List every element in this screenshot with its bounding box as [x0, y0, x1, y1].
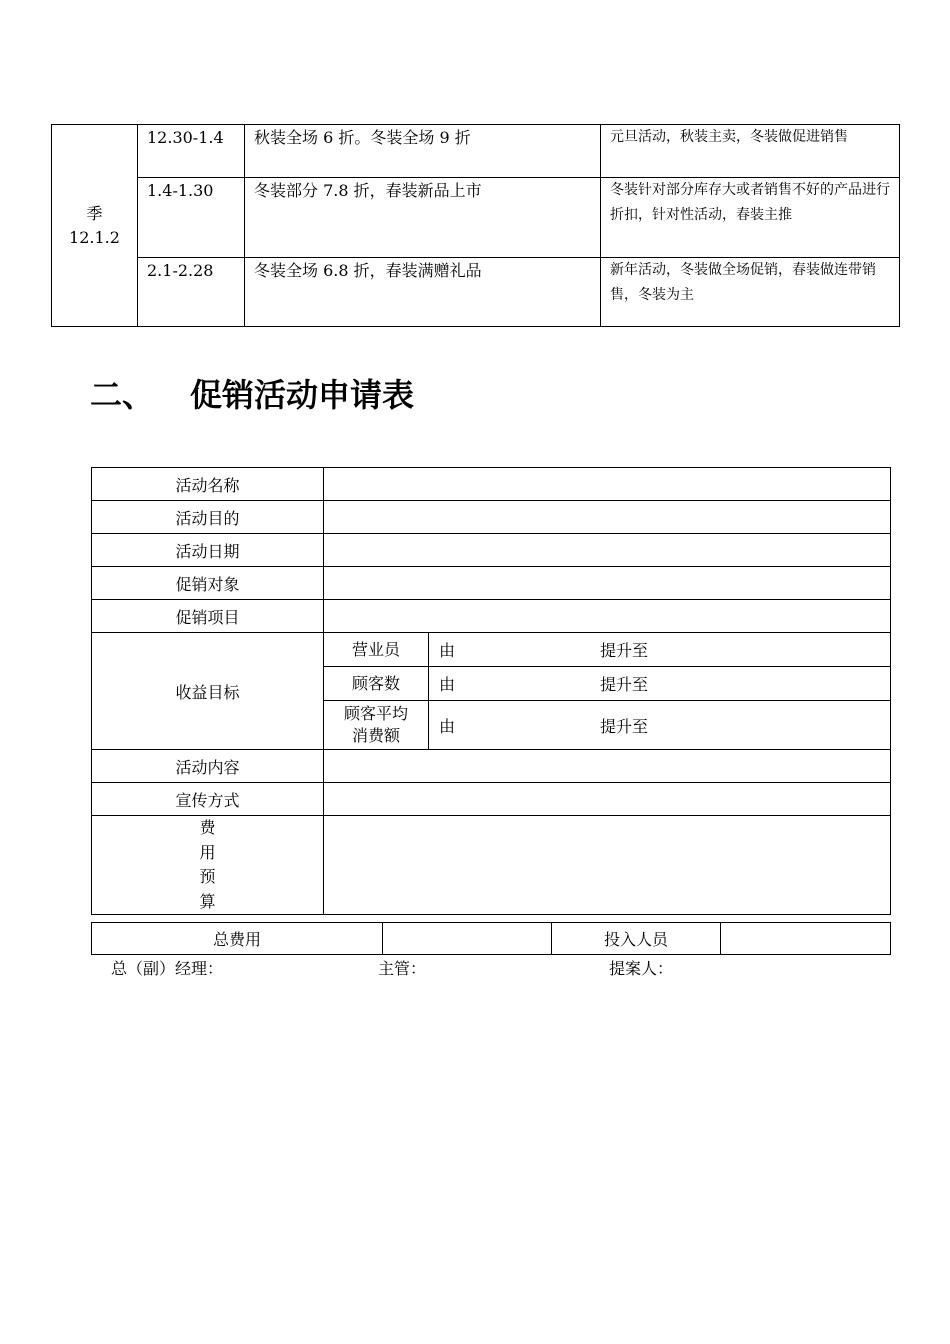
upto-label: 提升至	[600, 641, 649, 660]
revenue-customers-field[interactable]	[429, 667, 891, 701]
proposer-signature-label: 提案人：	[609, 959, 674, 978]
totals-table	[91, 922, 891, 955]
budget-label	[92, 816, 324, 915]
table-row	[52, 258, 900, 327]
form-row-activity-purpose	[92, 501, 891, 534]
budget-char: 费	[199, 818, 216, 837]
from-label: 由	[439, 716, 456, 736]
revenue-customers-label: 顾客数	[324, 667, 429, 701]
note-cell: 元旦活动，秋装主卖，冬装做促进销售	[601, 125, 900, 178]
activity-date-field[interactable]	[324, 534, 891, 567]
form-row-budget	[92, 816, 891, 915]
section-title: 促销活动申请表	[190, 376, 415, 414]
form-row-promotion-target	[92, 567, 891, 600]
promotion-item-field[interactable]	[324, 600, 891, 633]
table-row	[92, 923, 891, 955]
plan-cell: 秋装全场 6 折。冬装全场 9 折	[245, 125, 601, 178]
activity-purpose-label: 活动目的	[92, 501, 324, 534]
promotion-target-label: 促销对象	[92, 567, 324, 600]
period-cell: 2.1-2.28	[138, 258, 245, 327]
section-number: 二、	[90, 376, 155, 414]
upto-label: 提升至	[600, 716, 649, 736]
form-row-publicity	[92, 783, 891, 816]
staff-label: 投入人员	[552, 923, 721, 955]
activity-name-label: 活动名称	[92, 468, 324, 501]
promotion-item-label: 促销项目	[92, 600, 324, 633]
manager-signature-label: 总（副）经理：	[111, 959, 224, 978]
season-cell	[52, 125, 138, 327]
from-label: 由	[439, 675, 456, 694]
table-row	[52, 125, 900, 178]
activity-date-label: 活动日期	[92, 534, 324, 567]
period-cell: 12.30-1.4	[138, 125, 245, 178]
revenue-target-label: 收益目标	[92, 633, 324, 750]
total-cost-field[interactable]	[383, 923, 552, 955]
period-cell: 1.4-1.30	[138, 178, 245, 258]
promotion-target-field[interactable]	[324, 567, 891, 600]
from-label: 由	[439, 641, 456, 660]
upto-label: 提升至	[600, 675, 649, 694]
revenue-staff-label: 营业员	[324, 633, 429, 667]
activity-name-field[interactable]	[324, 468, 891, 501]
section-heading	[90, 373, 414, 417]
activity-content-field[interactable]	[324, 750, 891, 783]
form-row-activity-content	[92, 750, 891, 783]
note-cell: 新年活动，冬装做全场促销，春装做连带销售，冬装为主	[601, 258, 900, 327]
total-cost-label: 总费用	[92, 923, 383, 955]
form-row-activity-name	[92, 468, 891, 501]
avg-spend-line1: 顾客平均	[343, 704, 408, 723]
revenue-avg-spend-field[interactable]	[429, 701, 891, 750]
staff-field[interactable]	[721, 923, 891, 955]
publicity-label: 宣传方式	[92, 783, 324, 816]
season-label: 季	[86, 203, 103, 223]
form-row-activity-date	[92, 534, 891, 567]
season-date: 12.1.2	[69, 227, 120, 247]
revenue-staff-field[interactable]	[429, 633, 891, 667]
promotion-schedule-table	[51, 124, 900, 327]
form-row-revenue-staff	[92, 633, 891, 667]
activity-purpose-field[interactable]	[324, 501, 891, 534]
budget-field[interactable]	[324, 816, 891, 915]
form-row-promotion-item	[92, 600, 891, 633]
promotion-application-form	[91, 467, 891, 915]
plan-cell: 冬装部分 7.8 折，春装新品上市	[245, 178, 601, 258]
avg-spend-line2: 消费额	[351, 726, 400, 745]
publicity-field[interactable]	[324, 783, 891, 816]
revenue-avg-spend-label	[324, 701, 429, 750]
table-row	[52, 178, 900, 258]
budget-char: 算	[199, 891, 216, 911]
budget-char: 用	[199, 842, 216, 862]
plan-cell: 冬装全场 6.8 折，春装满赠礼品	[245, 258, 601, 327]
budget-char: 预	[199, 867, 216, 886]
note-cell: 冬装针对部分库存大或者销售不好的产品进行折扣，针对性活动，春装主推	[601, 178, 900, 258]
activity-content-label: 活动内容	[92, 750, 324, 783]
supervisor-signature-label: 主管：	[378, 959, 427, 978]
